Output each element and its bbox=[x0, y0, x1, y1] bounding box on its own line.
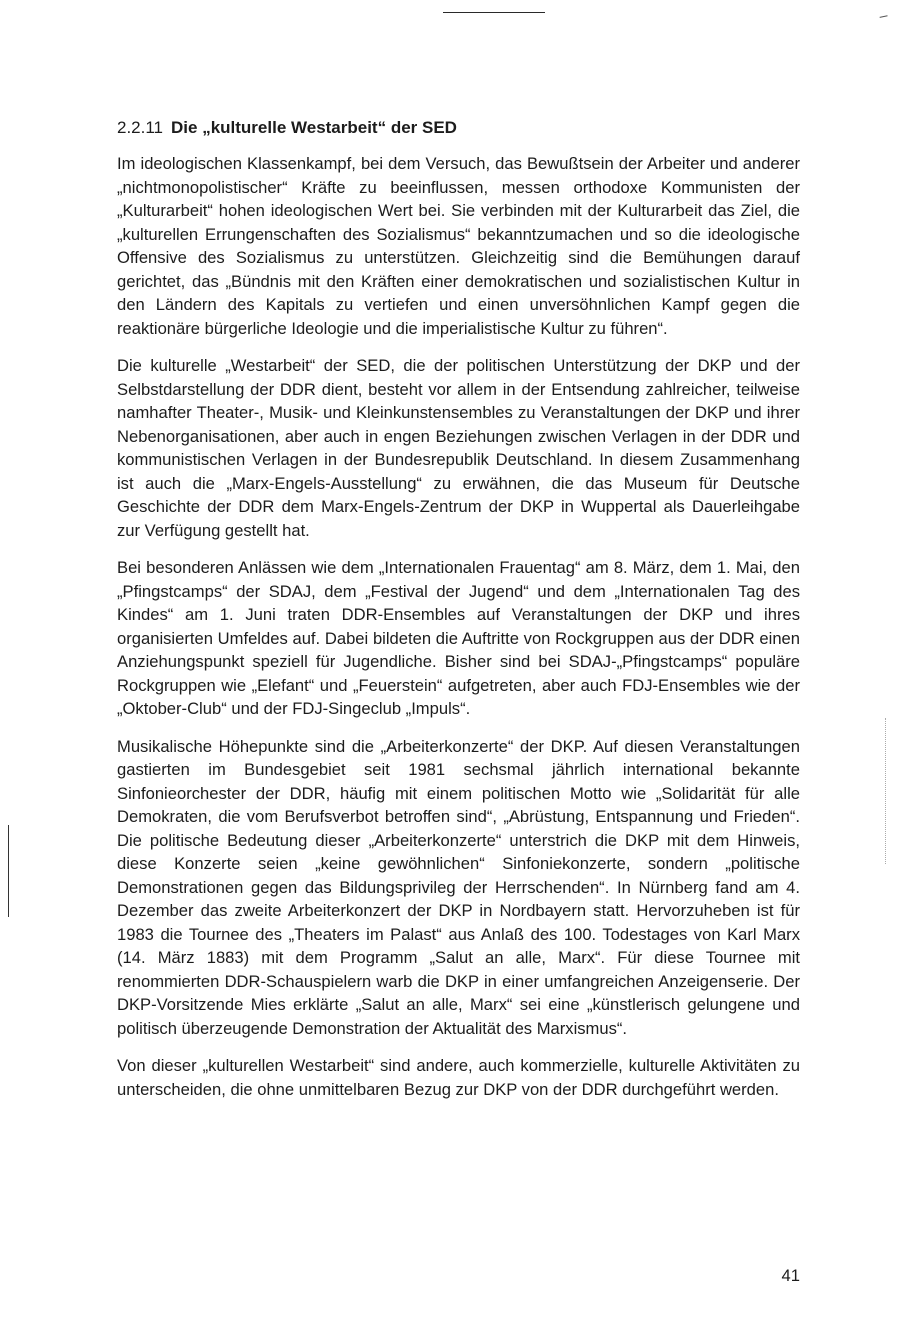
margin-dots-right bbox=[885, 718, 886, 864]
paragraph-3: Bei besonderen Anlässen wie dem „Internationalen Frauentag“ am 8. März, dem 1. Mai, den „Pfingstcamps“ der SDAJ, dem „Festival der Jugend“ und dem „Internationalen Tag des Kindes“ am 1. Juni traten DDR-Ensembles auf Veranstaltungen der DKP und ihres organisierten Umfeldes auf. Dabei bildeten die Auftritte von Rockgruppen aus der DDR einen Anziehungspunkt speziell für Jugendliche. Bisher sind bei SDAJ-„Pfingstcamps“ populäre Rockgruppen wie „Elefant“ und „Feuerstein“ aufgetreten, aber auch FDJ-Ensembles wie der „Oktober-Club“ und der FDJ-Singeclub „Impuls“. bbox=[117, 558, 800, 718]
paragraph-1: Im ideologischen Klassenkampf, bei dem Versuch, das Bewußtsein der Arbeiter und anderer „nichtmonopolistischer“ Kräfte zu beeinflussen, messen orthodoxe Kommunisten der „Kulturarbeit“ hohen ideologischen Wert bei. Sie verbinden mit der Kulturarbeit das Ziel, die „kulturellen Errungenschaften des Sozialismus“ bekanntzumachen und so die ideologische Offensive des Sozialismus zu unterstützen. Gleichzeitig sind die Bemühungen darauf gerichtet, das „Bündnis mit den Kräften einer demokratischen und sozialistischen Kultur in den Ländern des Kapitals zu vertiefen und einen unversöhnlichen Kampf gegen die reaktionäre bürgerliche Ideologie und die imperialistische Kultur zu führen“. bbox=[117, 154, 800, 338]
top-rule bbox=[443, 12, 545, 13]
paragraph-2: Die kulturelle „Westarbeit“ der SED, die der politischen Unterstützung der DKP und der Selbstdarstellung der DDR dient, besteht vor allem in der Entsendung zahlreicher, teilweise namhafter Theater-, Musik- und Kleinkunstensembles zu Veranstaltungen der DKP und ihrer Nebenorganisationen, aber auch in engen Beziehungen zwischen Verlagen in der DDR und kommunistischen Verlagen in der Bundesrepublik Deutschland. In diesem Zusammenhang ist auch die „Marx-Engels-Ausstellung“ zu erwähnen, die das Museum für Deutsche Geschichte der DDR dem Marx-Engels-Zentrum der DKP in Wuppertal als Dauerleihgabe zur Verfügung gestellt hat. bbox=[117, 356, 800, 540]
paragraph-5: Von dieser „kulturellen Westarbeit“ sind andere, auch kommerzielle, kulturelle Aktivitäten zu unterscheiden, die ohne unmittelbaren Bezug zur DKP von der DDR durchgeführt werden. bbox=[117, 1056, 800, 1099]
page-content bbox=[117, 116, 800, 1115]
margin-line-left bbox=[8, 825, 9, 917]
page-number: 41 bbox=[781, 1266, 800, 1285]
section-heading bbox=[117, 116, 800, 140]
section-number: 2.2.11 bbox=[117, 118, 164, 137]
corner-mark bbox=[880, 15, 889, 22]
paragraph-4: Musikalische Höhepunkte sind die „Arbeiterkonzerte“ der DKP. Auf diesen Veranstaltungen gastierten im Bundesgebiet seit 1981 sechsmal jährlich international bekannte Sinfonieorchester der DDR, häufig mit einem politischen Motto wie „Solidarität für alle Demokraten, die vom Berufsverbot betroffen sind“, „Abrüstung, Entspannung und Frieden“. Die politische Bedeutung dieser „Arbeiterkonzerte“ unterstrich die DKP mit dem Hinweis, diese Konzerte seien „keine gewöhnlichen“ Sinfoniekonzerte, sondern „politische Demonstrationen gegen das Bildungsprivileg der Herrschenden“. In Nürnberg fand am 4. Dezember das zweite Arbeiterkonzert der DKP in Nordbayern statt. Hervorzuheben ist für 1983 die Tournee des „Theaters im Palast“ aus Anlaß des 100. Todestages von Karl Marx (14. März 1883) mit dem Programm „Salut an alle, Marx“. Für diese Tournee mit renommierten DDR-Schauspielern warb die DKP in einer umfangreichen Anzeigenserie. Der DKP-Vorsitzende Mies erklärte „Salut an alle, Marx“ sei eine „künstlerisch gelungene und politisch überzeugende Demonstration der Aktualität des Marxismus“. bbox=[117, 736, 800, 1038]
section-title: Die „kulturelle Westarbeit“ der SED bbox=[171, 118, 457, 137]
